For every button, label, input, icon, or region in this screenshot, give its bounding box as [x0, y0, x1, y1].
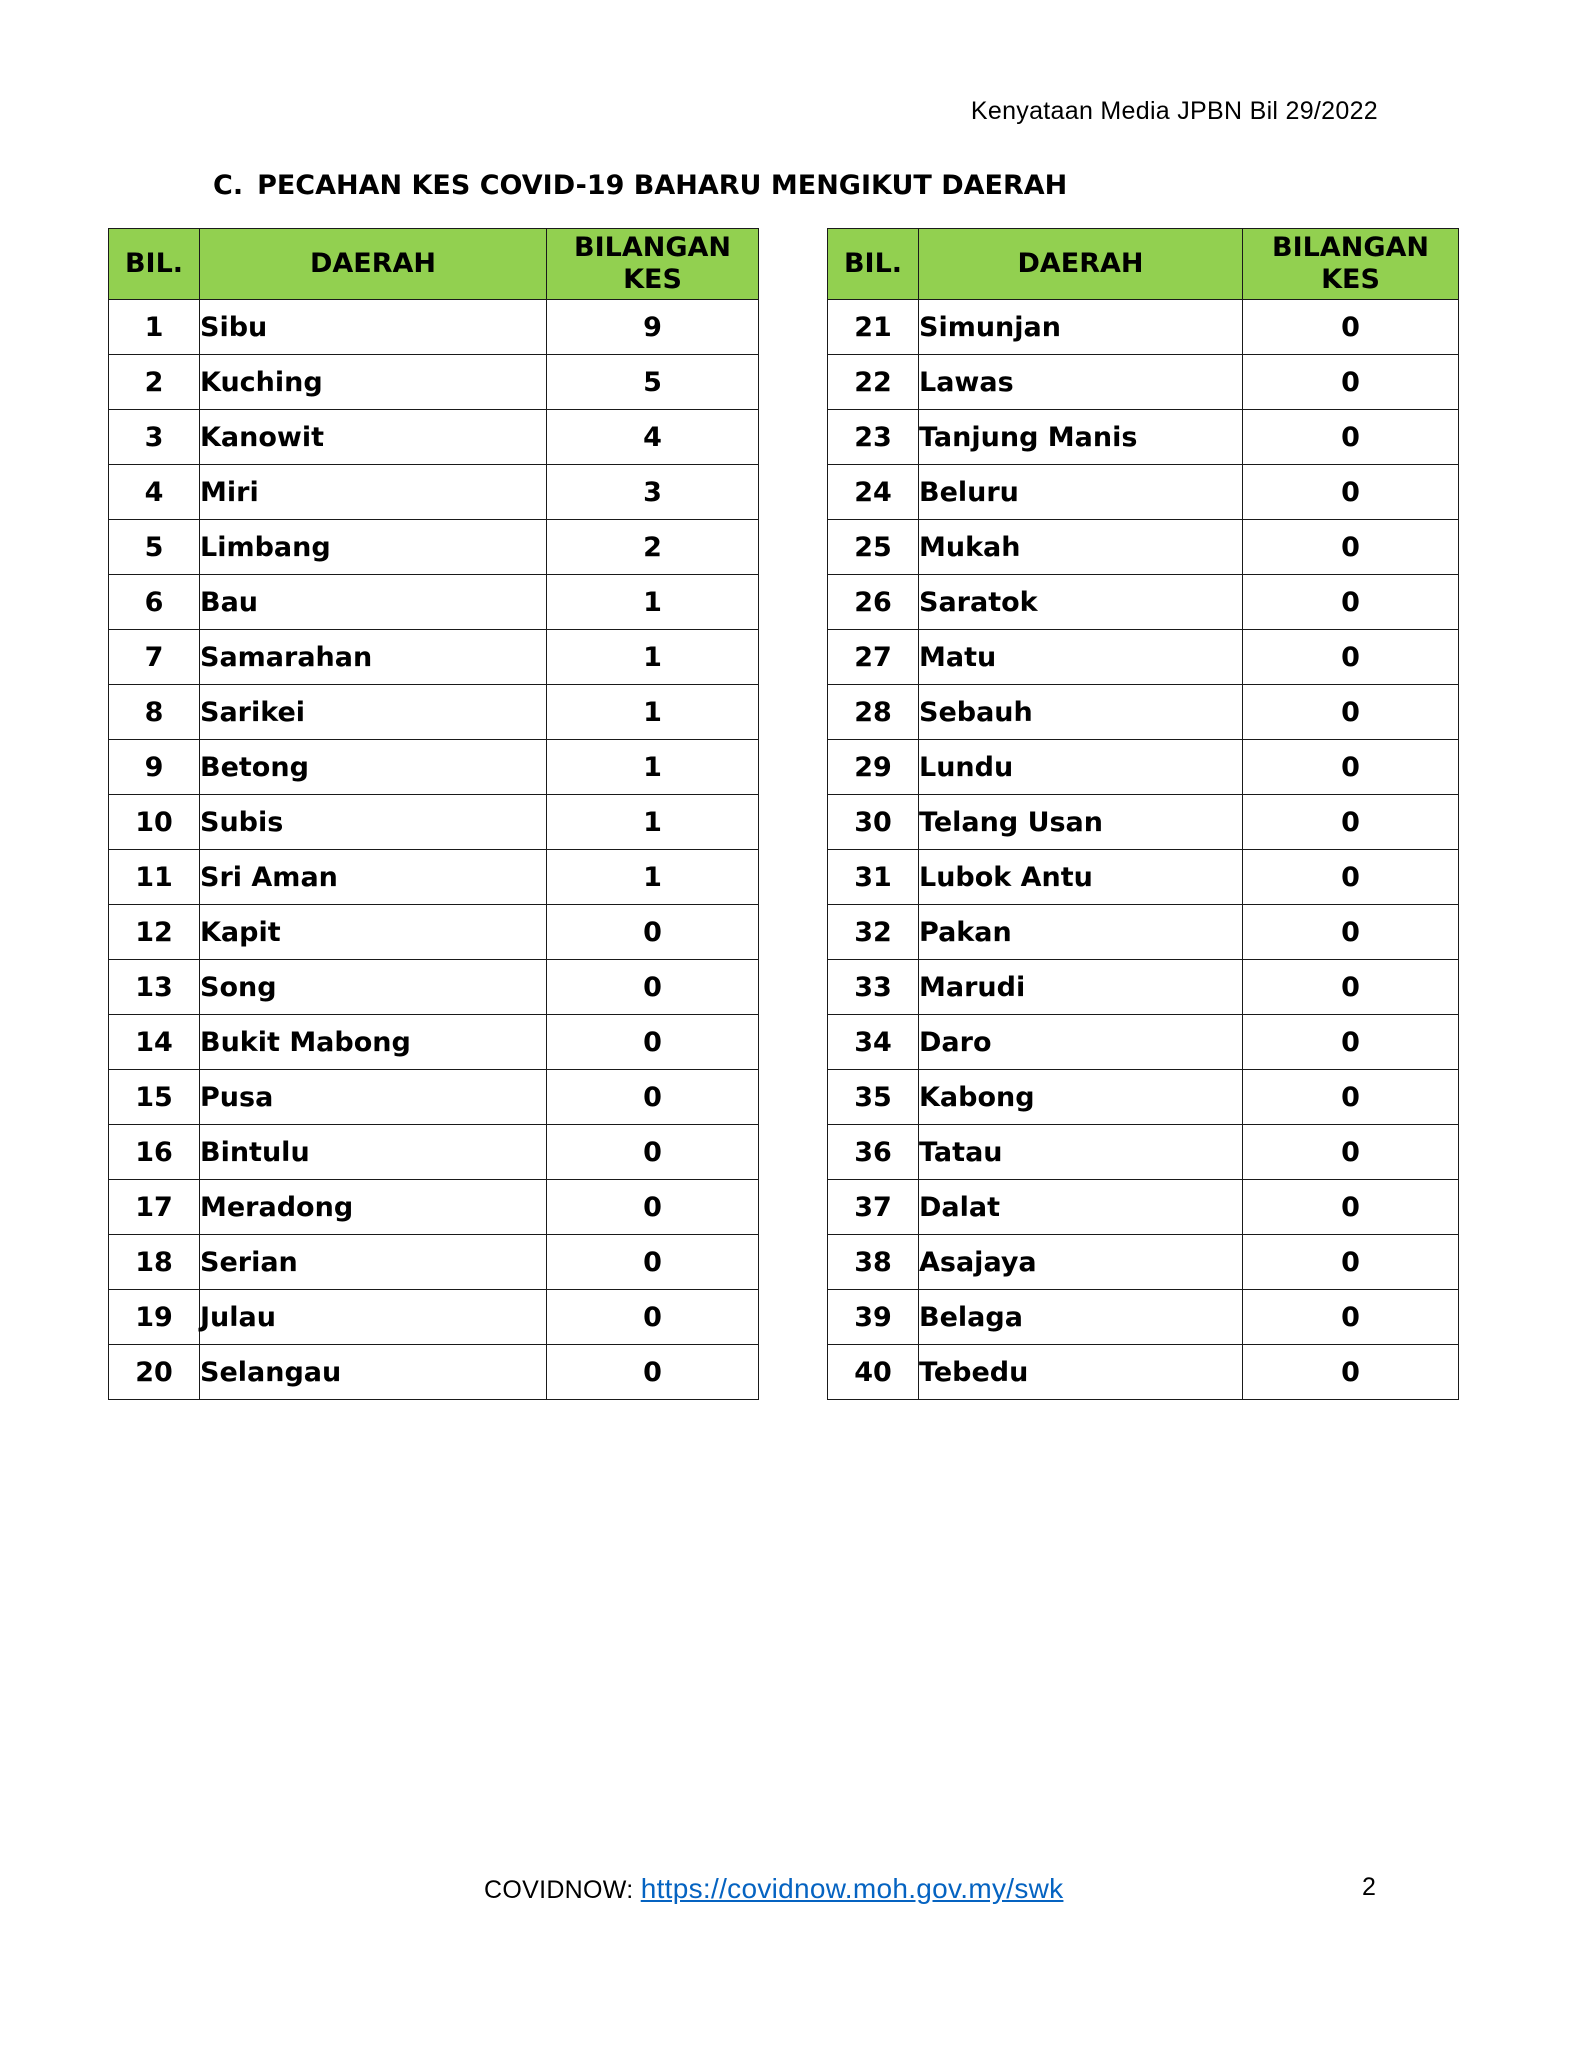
district-name: Lubok Antu [919, 850, 1243, 905]
table-row [828, 300, 1459, 355]
row-number: 33 [828, 960, 919, 1015]
table-row [828, 960, 1459, 1015]
column-header-bilangan: BILANGAN [1272, 232, 1429, 263]
table-row [828, 520, 1459, 575]
row-number: 35 [828, 1070, 919, 1125]
table-row [109, 465, 759, 520]
district-name: Matu [919, 630, 1243, 685]
row-number: 27 [828, 630, 919, 685]
district-name: Kanowit [200, 410, 547, 465]
district-name: Bau [200, 575, 547, 630]
table-row [828, 630, 1459, 685]
district-name: Saratok [919, 575, 1243, 630]
row-number: 31 [828, 850, 919, 905]
table-row [109, 575, 759, 630]
case-count: 0 [1243, 685, 1459, 740]
table-row [828, 1015, 1459, 1070]
table-row [828, 1235, 1459, 1290]
column-header-bilangan-kes [547, 229, 759, 300]
case-count: 0 [1243, 630, 1459, 685]
row-number: 7 [109, 630, 200, 685]
row-number: 25 [828, 520, 919, 575]
case-count: 1 [547, 795, 759, 850]
case-count: 4 [547, 410, 759, 465]
table-row [828, 1290, 1459, 1345]
table-row [828, 410, 1459, 465]
district-name: Pakan [919, 905, 1243, 960]
row-number: 9 [109, 740, 200, 795]
table-row [109, 1290, 759, 1345]
row-number: 5 [109, 520, 200, 575]
district-name: Sarikei [200, 685, 547, 740]
case-count: 0 [1243, 410, 1459, 465]
row-number: 30 [828, 795, 919, 850]
table-row [109, 1345, 759, 1400]
section-title-text: PECAHAN KES COVID-19 BAHARU MENGIKUT DAERAH [257, 170, 1068, 201]
case-count: 0 [547, 1125, 759, 1180]
district-name: Selangau [200, 1345, 547, 1400]
table-row [828, 850, 1459, 905]
table-row [828, 465, 1459, 520]
district-name: Samarahan [200, 630, 547, 685]
table-row [828, 795, 1459, 850]
row-number: 4 [109, 465, 200, 520]
table-row [109, 1235, 759, 1290]
row-number: 26 [828, 575, 919, 630]
column-header-bilangan: BILANGAN [574, 232, 731, 263]
case-count: 0 [1243, 1180, 1459, 1235]
case-count: 1 [547, 740, 759, 795]
row-number: 18 [109, 1235, 200, 1290]
case-count: 1 [547, 850, 759, 905]
table-row [109, 410, 759, 465]
table-row [109, 795, 759, 850]
district-table-left [108, 228, 759, 1400]
case-count: 0 [547, 960, 759, 1015]
row-number: 14 [109, 1015, 200, 1070]
case-count: 1 [547, 630, 759, 685]
district-name: Tatau [919, 1125, 1243, 1180]
section-heading [213, 170, 1067, 201]
case-count: 0 [1243, 1235, 1459, 1290]
case-count: 0 [1243, 1345, 1459, 1400]
case-count: 0 [1243, 465, 1459, 520]
row-number: 23 [828, 410, 919, 465]
case-count: 0 [1243, 1290, 1459, 1345]
case-count: 3 [547, 465, 759, 520]
district-name: Song [200, 960, 547, 1015]
case-count: 0 [1243, 575, 1459, 630]
district-name: Lawas [919, 355, 1243, 410]
table-row [828, 1125, 1459, 1180]
covidnow-link[interactable]: https://covidnow.moh.gov.my/swk [640, 1873, 1064, 1904]
case-count: 0 [547, 1290, 759, 1345]
case-count: 0 [1243, 520, 1459, 575]
table-row [109, 1015, 759, 1070]
district-name: Meradong [200, 1180, 547, 1235]
table-row [828, 905, 1459, 960]
district-name: Limbang [200, 520, 547, 575]
case-count: 0 [547, 1235, 759, 1290]
footer-label: COVIDNOW: [484, 1876, 641, 1904]
table-row [109, 300, 759, 355]
district-name: Sri Aman [200, 850, 547, 905]
column-header-bilangan-kes [1243, 229, 1459, 300]
case-count: 1 [547, 575, 759, 630]
row-number: 37 [828, 1180, 919, 1235]
column-header-kes: KES [623, 264, 682, 295]
case-count: 0 [547, 1070, 759, 1125]
row-number: 36 [828, 1125, 919, 1180]
section-letter: C. [213, 170, 244, 201]
district-name: Betong [200, 740, 547, 795]
table-row [109, 1125, 759, 1180]
row-number: 1 [109, 300, 200, 355]
table-row [828, 355, 1459, 410]
table-row [828, 740, 1459, 795]
table-row [828, 685, 1459, 740]
table-row [109, 630, 759, 685]
district-name: Dalat [919, 1180, 1243, 1235]
case-count: 0 [547, 1015, 759, 1070]
case-count: 2 [547, 520, 759, 575]
table-row [828, 1345, 1459, 1400]
row-number: 34 [828, 1015, 919, 1070]
table-row [109, 355, 759, 410]
table-row [109, 1180, 759, 1235]
district-name: Sebauh [919, 685, 1243, 740]
district-name: Tebedu [919, 1345, 1243, 1400]
row-number: 8 [109, 685, 200, 740]
district-name: Serian [200, 1235, 547, 1290]
row-number: 22 [828, 355, 919, 410]
table-header-row [109, 229, 759, 300]
table-row [109, 850, 759, 905]
case-count: 0 [1243, 1125, 1459, 1180]
district-name: Marudi [919, 960, 1243, 1015]
case-count: 0 [547, 1180, 759, 1235]
case-count: 9 [547, 300, 759, 355]
district-name: Mukah [919, 520, 1243, 575]
column-header-bil: BIL. [828, 229, 919, 300]
district-name: Sibu [200, 300, 547, 355]
case-count: 0 [1243, 960, 1459, 1015]
case-count: 0 [1243, 740, 1459, 795]
district-name: Beluru [919, 465, 1243, 520]
case-count: 0 [547, 905, 759, 960]
media-statement-reference: Kenyataan Media JPBN Bil 29/2022 [970, 97, 1378, 125]
column-header-kes: KES [1321, 264, 1380, 295]
district-name: Belaga [919, 1290, 1243, 1345]
row-number: 24 [828, 465, 919, 520]
row-number: 12 [109, 905, 200, 960]
row-number: 40 [828, 1345, 919, 1400]
row-number: 29 [828, 740, 919, 795]
case-count: 0 [1243, 850, 1459, 905]
case-count: 0 [1243, 795, 1459, 850]
row-number: 10 [109, 795, 200, 850]
row-number: 15 [109, 1070, 200, 1125]
column-header-daerah: DAERAH [919, 229, 1243, 300]
table-body-right [828, 300, 1459, 1400]
table-row [828, 575, 1459, 630]
table-row [109, 520, 759, 575]
table-row [109, 740, 759, 795]
row-number: 3 [109, 410, 200, 465]
page-number: 2 [1362, 1873, 1376, 1901]
column-header-bil: BIL. [109, 229, 200, 300]
case-count: 0 [1243, 355, 1459, 410]
case-count: 0 [1243, 1015, 1459, 1070]
case-count: 0 [547, 1345, 759, 1400]
row-number: 16 [109, 1125, 200, 1180]
case-count: 1 [547, 685, 759, 740]
district-name: Subis [200, 795, 547, 850]
case-count: 0 [1243, 300, 1459, 355]
table-row [828, 1070, 1459, 1125]
row-number: 32 [828, 905, 919, 960]
district-name: Kuching [200, 355, 547, 410]
row-number: 19 [109, 1290, 200, 1345]
footer [484, 1873, 1063, 1905]
district-name: Tanjung Manis [919, 410, 1243, 465]
table-row [109, 905, 759, 960]
district-name: Lundu [919, 740, 1243, 795]
district-name: Simunjan [919, 300, 1243, 355]
row-number: 28 [828, 685, 919, 740]
district-name: Daro [919, 1015, 1243, 1070]
table-row [109, 1070, 759, 1125]
table-header-row [828, 229, 1459, 300]
row-number: 20 [109, 1345, 200, 1400]
district-name: Telang Usan [919, 795, 1243, 850]
row-number: 2 [109, 355, 200, 410]
case-count: 5 [547, 355, 759, 410]
table-row [109, 685, 759, 740]
row-number: 11 [109, 850, 200, 905]
table-row [109, 960, 759, 1015]
row-number: 39 [828, 1290, 919, 1345]
district-name: Kapit [200, 905, 547, 960]
case-count: 0 [1243, 905, 1459, 960]
district-table-right [827, 228, 1459, 1400]
district-name: Bintulu [200, 1125, 547, 1180]
case-count: 0 [1243, 1070, 1459, 1125]
district-name: Pusa [200, 1070, 547, 1125]
district-name: Asajaya [919, 1235, 1243, 1290]
row-number: 13 [109, 960, 200, 1015]
row-number: 17 [109, 1180, 200, 1235]
row-number: 6 [109, 575, 200, 630]
row-number: 21 [828, 300, 919, 355]
table-row [828, 1180, 1459, 1235]
row-number: 38 [828, 1235, 919, 1290]
district-name: Bukit Mabong [200, 1015, 547, 1070]
column-header-daerah: DAERAH [200, 229, 547, 300]
table-body-left [109, 300, 759, 1400]
district-name: Miri [200, 465, 547, 520]
district-name: Kabong [919, 1070, 1243, 1125]
district-name: Julau [200, 1290, 547, 1345]
